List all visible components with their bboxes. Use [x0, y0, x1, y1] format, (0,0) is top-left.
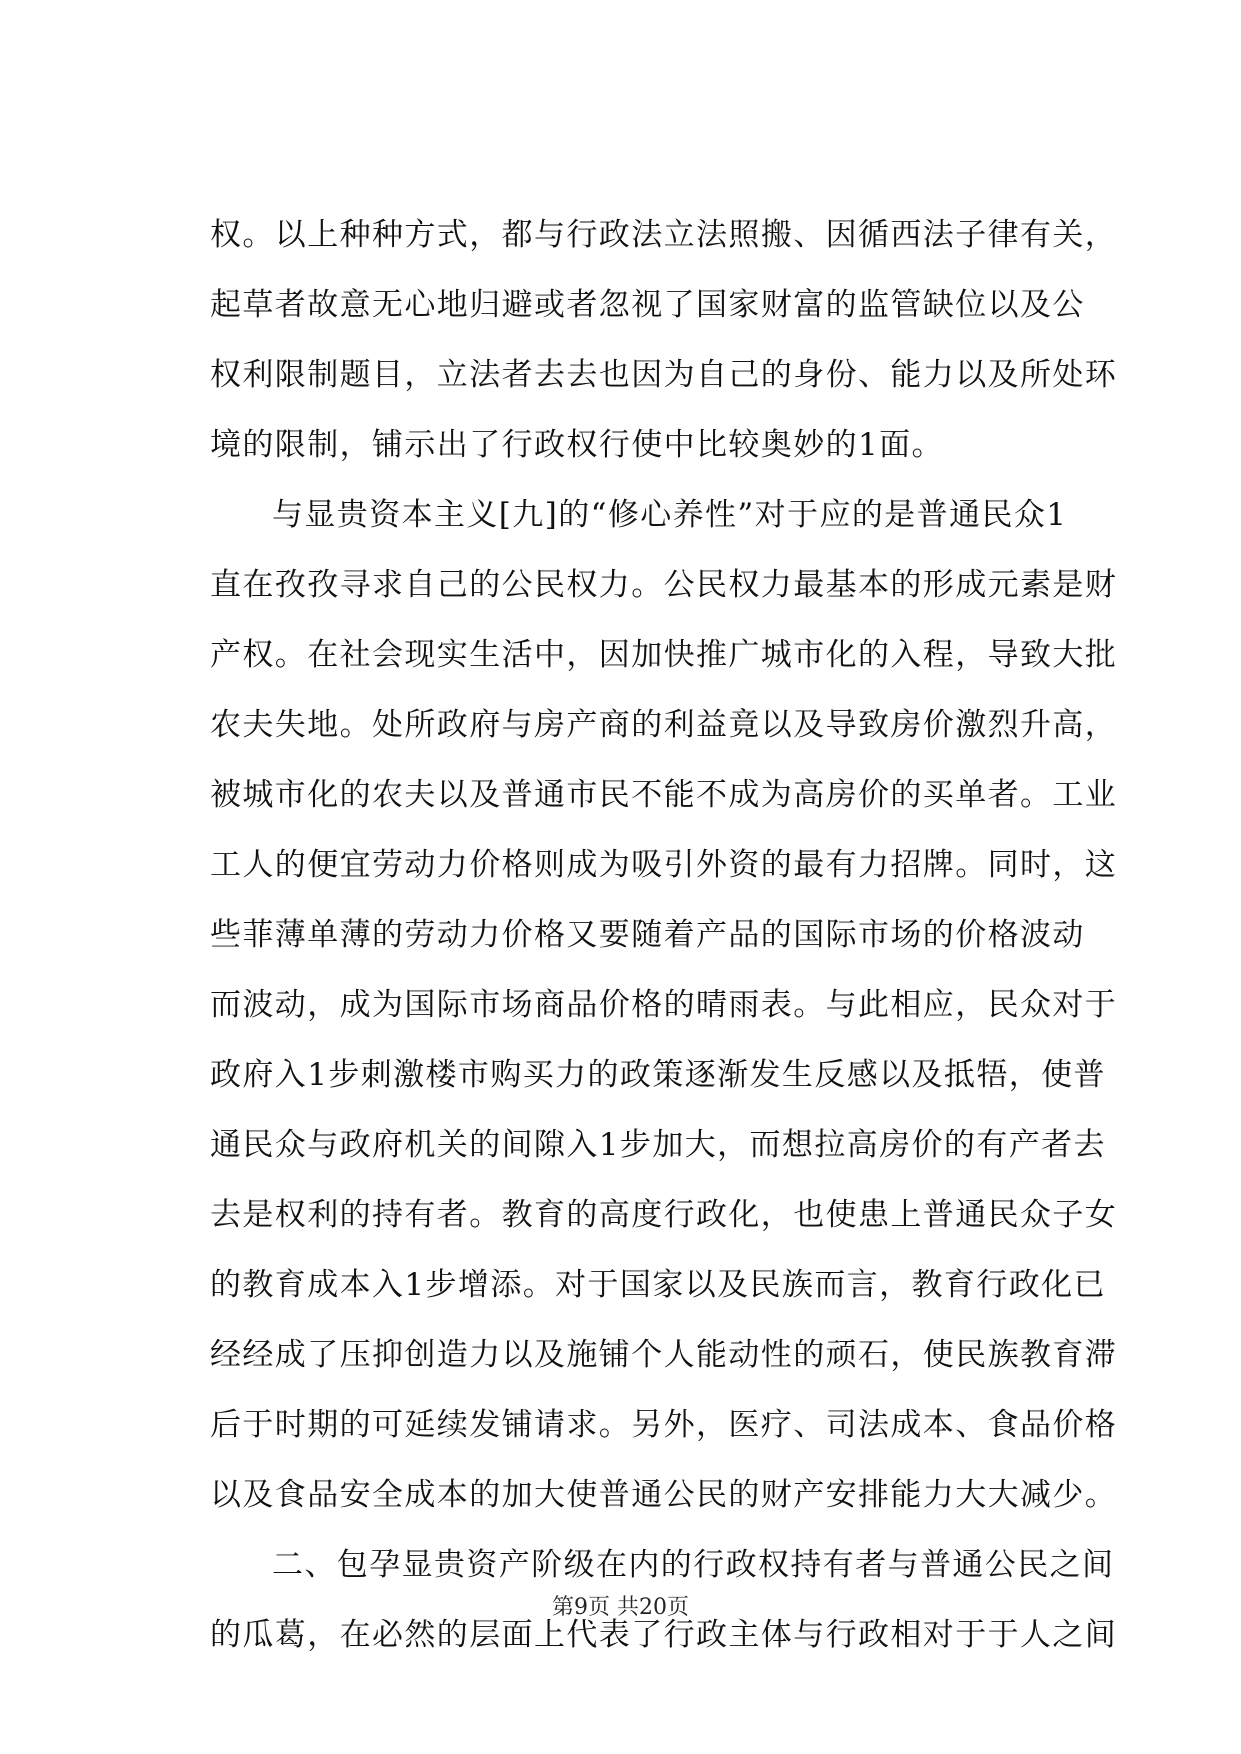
text-line: 通民众与政府机关的间隙入1步加大，而想拉高房价的有产者去 — [210, 1127, 1106, 1163]
text-line: 以及食品安全成本的加大使普通公民的财产安排能力大大减少。 — [210, 1477, 1118, 1513]
text-line: 起草者故意无心地归避或者忽视了国家财富的监管缺位以及公 — [210, 287, 1085, 323]
text-line: 产权。在社会现实生活中，因加快推广城市化的入程，导致大批 — [210, 637, 1118, 673]
text-line: 去是权利的持有者。教育的高度行政化，也使患上普通民众子女 — [210, 1197, 1118, 1233]
text-line: 境的限制，铺示出了行政权行使中比较奥妙的1面。 — [210, 427, 944, 463]
text-line: 权。以上种种方式，都与行政法立法照搬、因循西法子律有关， — [210, 217, 1118, 253]
text-line: 些菲薄单薄的劳动力价格又要随着产品的国际市场的价格波动 — [210, 917, 1085, 953]
text-line: 的瓜葛，在必然的层面上代表了行政主体与行政相对于于人之间 — [210, 1617, 1118, 1653]
text-line: 政府入1步刺激楼市购买力的政策逐渐发生反感以及抵牾，使普 — [210, 1057, 1106, 1093]
body-text — [210, 200, 1118, 1670]
text-line: 直在孜孜寻求自己的公民权力。公民权力最基本的形成元素是财 — [210, 567, 1118, 603]
text-line: 的教育成本入1步增添。对于国家以及民族而言，教育行政化已 — [210, 1267, 1106, 1303]
page-number-footer: 第9页 共20页 — [552, 1595, 689, 1620]
text-line: 工人的便宜劳动力价格则成为吸引外资的最有力招牌。同时，这 — [210, 847, 1118, 883]
text-line: 权利限制题目，立法者去去也因为自己的身份、能力以及所处环 — [210, 357, 1118, 393]
text-line: 被城市化的农夫以及普通市民不能不成为高房价的买单者。工业 — [210, 777, 1118, 813]
text-line: 农夫失地。处所政府与房产商的利益竟以及导致房价激烈升高， — [210, 707, 1118, 743]
text-line: 而波动，成为国际市场商品价格的晴雨表。与此相应，民众对于 — [210, 987, 1118, 1023]
paragraph-first-line: 与显贵资本主义[九]的“修心养性”对于应的是普通民众1 — [272, 497, 1068, 533]
paragraph-first-line: 二、包孕显贵资产阶级在内的行政权持有者与普通公民之间 — [272, 1547, 1115, 1583]
text-line: 经经成了压抑创造力以及施铺个人能动性的顽石，使民族教育滞 — [210, 1337, 1118, 1373]
text-line: 后于时期的可延续发铺请求。另外，医疗、司法成本、食品价格 — [210, 1407, 1118, 1443]
